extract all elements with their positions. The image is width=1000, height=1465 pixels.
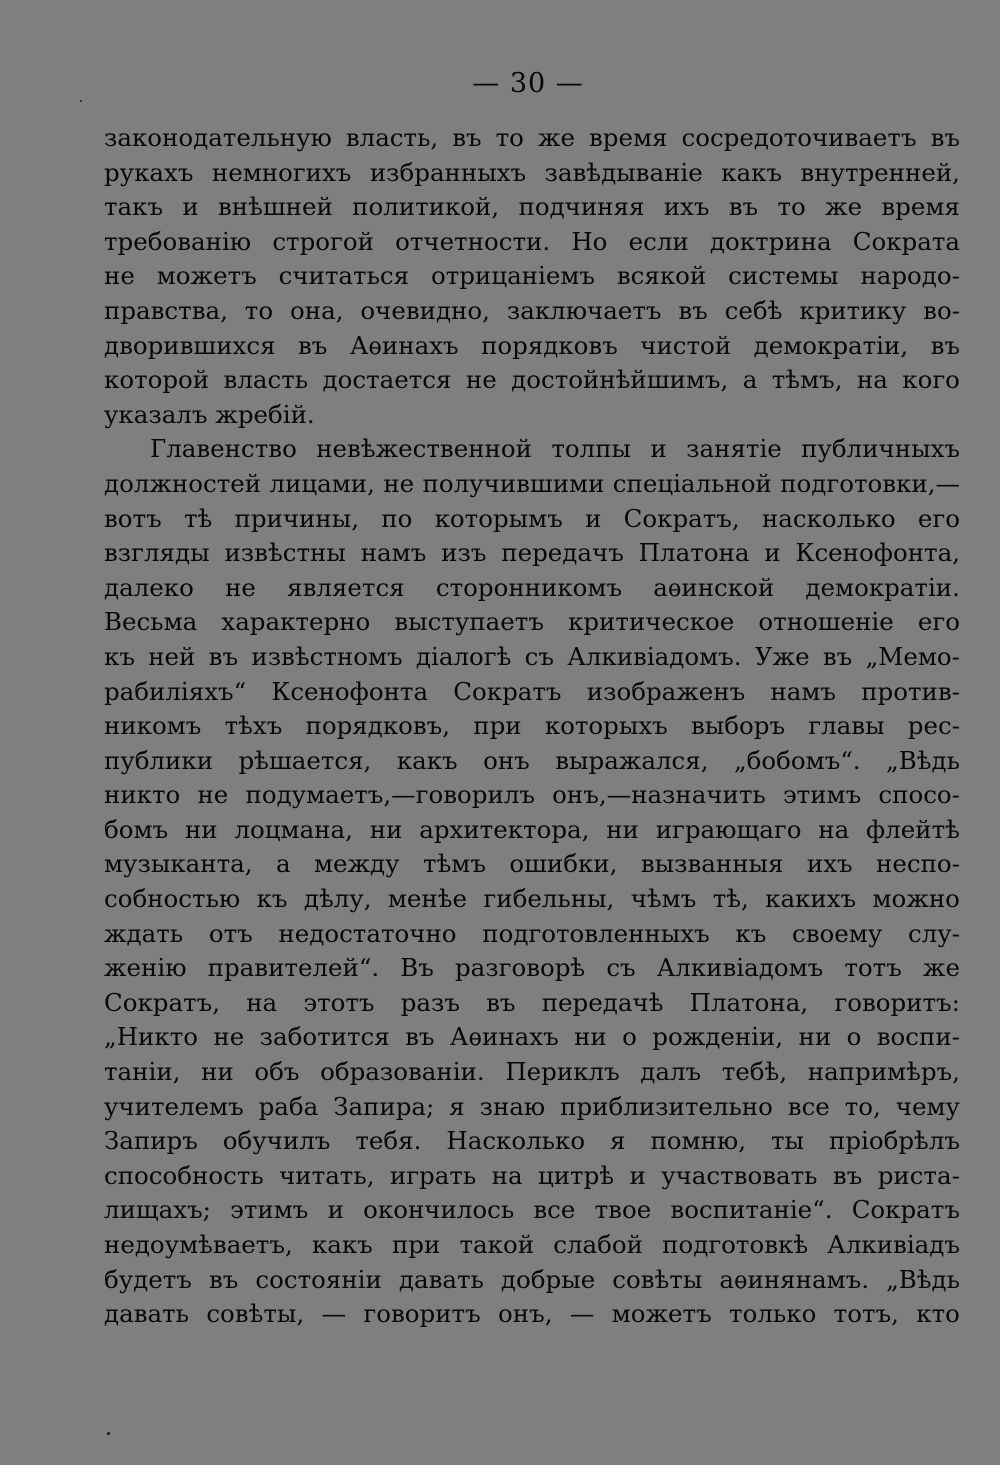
text-line: никто не подумаетъ,—говорилъ онъ,—назначить этимъ спосо-	[104, 780, 960, 810]
paragraph	[104, 121, 960, 432]
text-line: далеко не является сторонникомъ аѳинской демократіи.	[104, 572, 960, 602]
text-line: учителемъ раба Запира; я знаю приблизительно все то, чему	[104, 1091, 960, 1121]
text-line: которой власть достается не достойнѣйшимъ, а тѣмъ, на кого	[104, 365, 960, 395]
ink-speck	[80, 100, 82, 102]
page-number: — 30 —	[472, 68, 584, 99]
text-line: указалъ жребій.	[104, 399, 315, 429]
text-line: вотъ тѣ причины, по которымъ и Сократъ, насколько его	[104, 503, 960, 533]
text-line: „Никто не заботится въ Аѳинахъ ни о рожденіи, ни о воспи-	[104, 1022, 960, 1052]
text-line: дворившихся въ Аѳинахъ порядковъ чистой демократіи, въ	[104, 330, 960, 360]
text-line: законодательную власть, въ то же время сосредоточиваетъ въ	[104, 123, 960, 152]
text-line: рукахъ немногихъ избранныхъ завѣдываніе какъ внутренней,	[104, 157, 960, 187]
text-line: давать совѣты, — говоритъ онъ, — можетъ только тотъ, кто	[104, 1299, 960, 1329]
text-line: не можетъ считаться отрицаніемъ всякой системы народо-	[104, 261, 960, 291]
text-line: ждать отъ недостаточно подготовленныхъ къ своему слу-	[104, 918, 960, 948]
text-line: къ ней въ извѣстномъ діалогѣ съ Алкивіадомъ. Уже въ „Мемо-	[104, 641, 960, 671]
text-line: способность читать, играть на цитрѣ и участвовать въ риста-	[104, 1160, 960, 1190]
body-text	[104, 121, 960, 1332]
text-line: женію правителей“. Въ разговорѣ съ Алкивіадомъ тотъ же	[104, 953, 960, 983]
text-line: лищахъ; этимъ и окончилось все твое воспитаніе“. Сократъ	[104, 1195, 960, 1225]
text-line: будетъ въ состояніи давать добрые совѣты аѳинянамъ. „Вѣдь	[104, 1264, 960, 1294]
text-line: такъ и внѣшней политикой, подчиняя ихъ въ то же время	[104, 192, 960, 222]
text-line: недоумѣваетъ, какъ при такой слабой подготовкѣ Алкивіадъ	[104, 1230, 960, 1259]
text-line: никомъ тѣхъ порядковъ, при которыхъ выборъ главы рес-	[104, 711, 960, 741]
text-line: Главенство невѣжественной толпы и занятіе публичныхъ	[150, 434, 960, 464]
text-line: должностей лицами, не получившими спеціальной подготовки,—	[104, 468, 960, 498]
paragraph	[104, 432, 960, 1331]
text-line: Сократъ, на этотъ разъ въ передачѣ Платона, говоритъ:	[104, 987, 960, 1017]
text-line: требованію строгой отчетности. Но если доктрина Сократа	[104, 226, 960, 256]
text-line: публики рѣшается, какъ онъ выражался, „бобомъ“. „Вѣдь	[104, 745, 960, 775]
ink-speck	[107, 1432, 110, 1435]
text-line: Запиръ обучилъ тебя. Насколько я помню, ты пріобрѣлъ	[104, 1126, 960, 1156]
text-line: рабиліяхъ“ Ксенофонта Сократъ изображенъ намъ против-	[104, 676, 960, 706]
text-line: взгляды извѣстны намъ изъ передачъ Платона и Ксенофонта,	[104, 538, 960, 568]
text-line: Весьма характерно выступаетъ критическое отношеніе его	[104, 607, 960, 637]
text-line: собностью къ дѣлу, менѣе гибельны, чѣмъ тѣ, какихъ можно	[104, 884, 960, 914]
text-line: таніи, ни объ образованіи. Периклъ далъ тебѣ, напримѣръ,	[104, 1057, 960, 1087]
text-line: правства, то она, очевидно, заключаетъ въ себѣ критику во-	[104, 295, 960, 325]
text-line: музыканта, а между тѣмъ ошибки, вызванныя ихъ неспо-	[104, 849, 960, 879]
text-line: бомъ ни лоцмана, ни архитектора, ни играющаго на флейтѣ	[104, 814, 960, 844]
